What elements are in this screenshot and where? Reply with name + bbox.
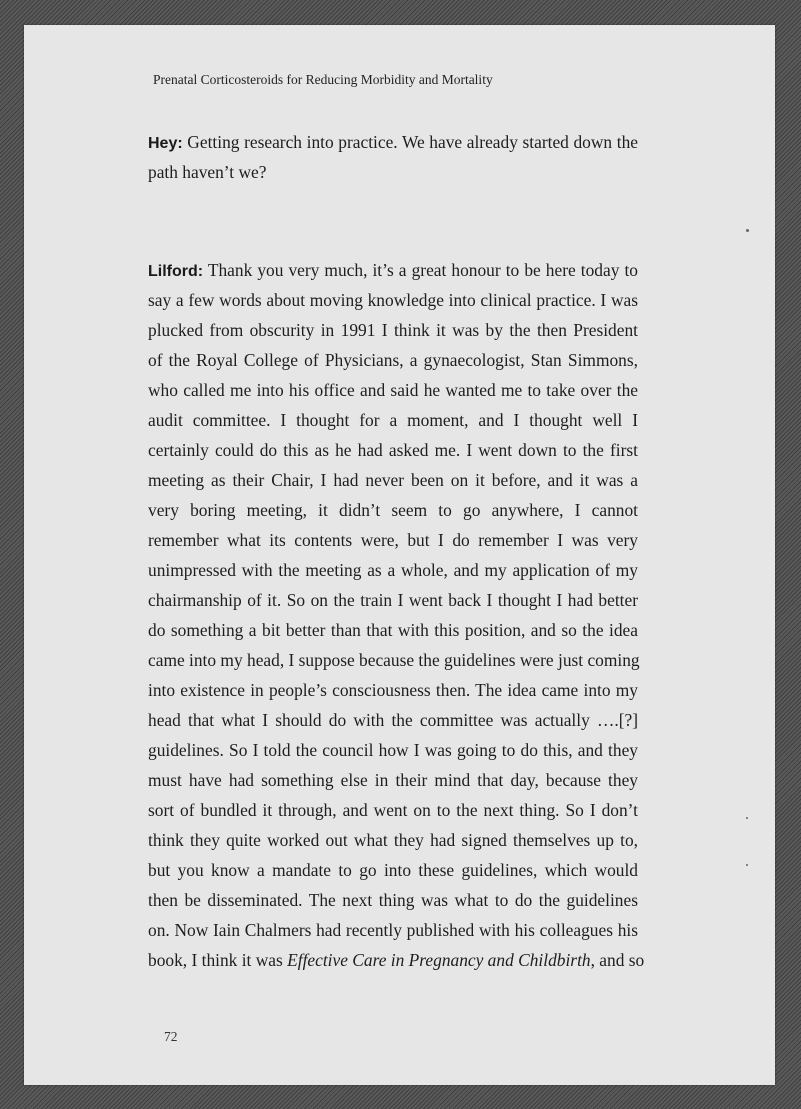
text-line <box>148 255 638 285</box>
text-line: but you know a mandate to go into these guidelines, which would <box>148 860 638 880</box>
text-line: audit committee. I thought for a moment, and I thought well I <box>148 410 638 430</box>
text-line: meeting as their Chair, I had never been on it before, and it was a <box>148 470 638 490</box>
line-text: book, I think it was <box>148 950 288 970</box>
text-line: into existence in people’s consciousness then. The idea came into my <box>148 680 638 700</box>
text-line <box>148 127 638 157</box>
text-line: must have had something else in their mind that day, because they <box>148 770 638 790</box>
paper-speck <box>746 229 749 232</box>
line-text: , and so <box>590 950 645 970</box>
text-line: plucked from obscurity in 1991 I think it was by the then President <box>148 320 638 340</box>
text-line: of the Royal College of Physicians, a gynaecologist, Stan Simmons, <box>148 350 638 370</box>
text-line: think they quite worked out what they had signed themselves up to, <box>148 830 638 850</box>
text-line: certainly could do this as he had asked me. I went down to the first <box>148 440 638 460</box>
text-line: path haven’t we? <box>148 162 267 182</box>
text-line: chairmanship of it. So on the train I went back I thought I had better <box>148 590 638 610</box>
text-line: sort of bundled it through, and went on to the next thing. So I don’t <box>148 800 638 820</box>
paper-speck <box>746 864 748 866</box>
text-line: say a few words about moving knowledge into clinical practice. I was <box>148 290 638 310</box>
text-line: remember what its contents were, but I do remember I was very <box>148 530 638 550</box>
text-line: who called me into his office and said he wanted me to take over the <box>148 380 638 400</box>
text-line: very boring meeting, it didn’t seem to go anywhere, I cannot <box>148 500 638 520</box>
speaker-name: Hey: <box>148 135 183 152</box>
text-line: unimpressed with the meeting as a whole, and my application of my <box>148 560 638 580</box>
line-text: Getting research into practice. We have already started down the <box>182 132 638 152</box>
text-line: came into my head, I suppose because the guidelines were just coming <box>148 650 640 670</box>
text-line: do something a bit better than that with this position, and so the idea <box>148 620 638 640</box>
text-line-final <box>148 945 645 975</box>
running-head: Prenatal Corticosteroids for Reducing Morbidity and Mortality <box>153 72 493 87</box>
speaker-name: Lilford: <box>148 263 204 280</box>
text-line: guidelines. So I told the council how I was going to do this, and they <box>148 740 638 760</box>
page-number: 72 <box>164 1029 178 1044</box>
text-line: head that what I should do with the committee was actually ….[?] <box>148 710 638 730</box>
text-line: then be disseminated. The next thing was what to do the guidelines <box>148 890 638 910</box>
text-line: on. Now Iain Chalmers had recently published with his colleagues his <box>148 920 638 940</box>
paragraph-hey <box>148 127 638 187</box>
book-title: Effective Care in Pregnancy and Childbirth <box>287 950 591 970</box>
paper-speck <box>746 817 748 819</box>
paragraph-lilford <box>148 255 645 975</box>
line-text: Thank you very much, it’s a great honour to be here today to <box>203 260 638 280</box>
document-page <box>24 25 775 1085</box>
